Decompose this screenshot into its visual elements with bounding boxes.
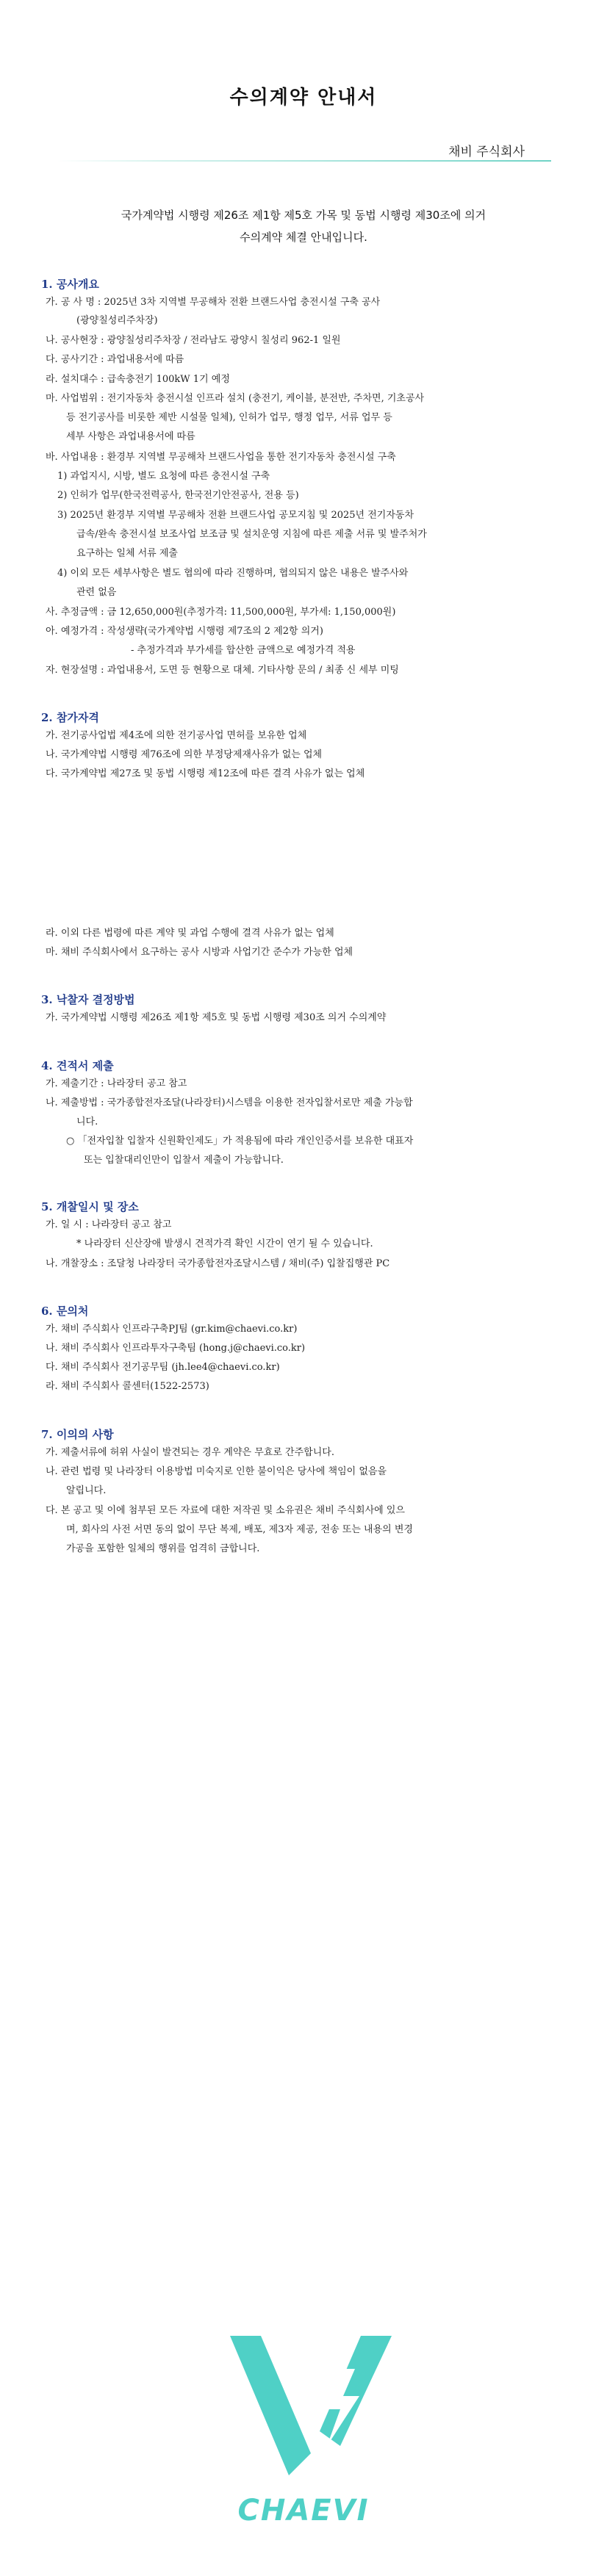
intro-line-2: 수의계약 체결 안내입니다. (240, 231, 367, 244)
s7-row-3: 다. 본 공고 및 이에 첨부된 모든 자료에 대한 저작권 및 소유권은 채비 주식회사에 있으 (46, 1505, 405, 1516)
s2-row-1: 가. 전기공사업법 제4조에 의한 전기공사업 면허를 보유한 업체 (46, 730, 307, 741)
s6-row-4: 라. 채비 주식회사 콜센터(1522-2573) (46, 1381, 209, 1392)
s1-row-4: 라. 설치대수 : 급속충전기 100kW 1기 예정 (46, 374, 230, 385)
title-divider (57, 160, 551, 162)
intro-line-1: 국가계약법 시행령 제26조 제1항 제5호 가목 및 동법 시행령 제30조에 의거 (121, 209, 486, 222)
s2-row-3: 다. 국가계약법 제27조 및 동법 시행령 제12조에 따른 결격 사유가 없는 업체 (46, 768, 365, 779)
intro-text (0, 204, 607, 248)
s4-row-2: 나. 제출방법 : 국가종합전자조달(나라장터)시스템을 이용한 전자입찰서로만 제출 가능합 (46, 1097, 413, 1108)
section-2-title: 2. 참가자격 (41, 711, 99, 724)
s1-row-8b: - 추정가격과 부가세를 합산한 금액으로 예정가격 적용 (131, 645, 356, 656)
s4-row-2b: 니다. (76, 1116, 98, 1128)
s5-row-1b: * 나라장터 신산장애 발생시 견적가격 확인 시간이 연기 될 수 있습니다. (76, 1238, 373, 1249)
s6-row-2: 나. 채비 주식회사 인프라투자구축팀 (hong.j@chaevi.co.kr) (46, 1343, 306, 1354)
s7-row-1: 가. 제출서류에 허위 사실이 발견되는 경우 계약은 무효로 간주합니다. (46, 1447, 334, 1458)
s1-row-6-1: 1) 과업지시, 시방, 별도 요청에 따른 충전시설 구축 (57, 471, 270, 482)
s6-row-3: 다. 채비 주식회사 전기공무팀 (jh.lee4@chaevi.co.kr) (46, 1362, 280, 1373)
s7-row-3c: 가공을 포함한 일체의 행위를 엄격히 금합니다. (66, 1543, 260, 1554)
s1-row-6-3b: 급속/완속 충전시설 보조사업 보조금 및 설치운영 지침에 따른 제출 서류 및 발주처가 (76, 529, 427, 540)
s1-row-3: 다. 공사기간 : 과업내용서에 따름 (46, 354, 184, 365)
s1-row-2: 나. 공사현장 : 광양칠성리주차장 / 전라남도 광양시 칠성리 962-1 일원 (46, 335, 341, 346)
section-3-title: 3. 낙찰자 결정방법 (41, 993, 135, 1006)
s1-row-5: 마. 사업범위 : 전기자동차 충전시설 인프라 설치 (충전기, 케이블, 분전반, 주차면, 기초공사 (46, 393, 425, 404)
s4-row-1: 가. 제출기간 : 나라장터 공고 참고 (46, 1078, 187, 1089)
s3-row-1: 가. 국가계약법 시행령 제26조 제1항 제5호 및 동법 시행령 제30조 의거 수의계약 (46, 1012, 387, 1023)
section-7-title: 7. 이의의 사항 (41, 1428, 114, 1441)
s1-row-5b: 등 전기공사를 비롯한 제반 시설물 일체), 인허가 업무, 행정 업무, 서류 업무 등 (66, 412, 392, 423)
s4-row-3b: 또는 입찰대리인만이 입찰서 제출이 가능합니다. (84, 1155, 284, 1166)
company-name: 채비 주식회사 (448, 145, 525, 159)
s5-row-1: 가. 일 시 : 나라장터 공고 참고 (46, 1219, 172, 1230)
s7-row-3b: 며, 회사의 사전 서면 동의 없이 무단 복제, 배포, 제3자 제공, 전송 또는 내용의 변경 (66, 1524, 413, 1535)
s1-row-9: 자. 현장설명 : 과업내용서, 도면 등 현황으로 대체. 기타사항 문의 / 최종 신 세부 미팅 (46, 665, 399, 676)
s1-row-6: 바. 사업내용 : 환경부 지역별 무공해차 브랜드사업을 통한 전기자동차 충전시설 구축 (46, 452, 396, 463)
s1-row-7: 사. 추정금액 : 금 12,650,000원(추정가격: 11,500,000원, 부가세: 1,150,000원) (46, 607, 396, 618)
s1-row-1: 가. 공 사 명 : 2025년 3차 지역별 무공해차 전환 브랜드사업 충전시설 구축 공사 (46, 297, 381, 308)
s1-row-6-3: 3) 2025년 환경부 지역별 무공해차 전환 브랜드사업 공모지침 및 2025년 전기자동차 (57, 510, 414, 521)
s7-row-2b: 알립니다. (66, 1485, 107, 1496)
s1-row-6-2: 2) 인허가 업무(한국전력공사, 한국전기안전공사, 전용 등) (57, 490, 299, 501)
s7-row-2: 나. 관련 법령 및 나라장터 이용방법 미숙지로 인한 불이익은 당사에 책임이 없음을 (46, 1466, 387, 1477)
section-5-title: 5. 개찰일시 및 장소 (41, 1200, 139, 1213)
chaevi-v-logo-icon (230, 2328, 392, 2483)
document-title: 수의계약 안내서 (229, 87, 378, 109)
section-1-title: 1. 공사개요 (41, 278, 99, 291)
s1-row-6-4b: 관련 없음 (76, 587, 117, 598)
chaevi-wordmark: CHAEVI (237, 2494, 370, 2528)
s1-row-6-3c: 요구하는 일체 서류 제출 (76, 548, 178, 559)
s2-row-2: 나. 국가계약법 시행령 제76조에 의한 부정당제재사유가 없는 업체 (46, 749, 323, 760)
s2-row-4: 라. 이외 다른 법령에 따른 계약 및 과업 수행에 결격 사유가 없는 업체 (46, 928, 334, 939)
s6-row-1: 가. 채비 주식회사 인프라구축PJ팀 (gr.kim@chaevi.co.kr) (46, 1324, 298, 1335)
s1-row-5c: 세부 사항은 과업내용서에 따름 (66, 431, 195, 442)
s1-row-8: 아. 예정가격 : 작성생략(국가계약법 시행령 제7조의 2 제2항 의거) (46, 626, 323, 637)
s4-row-3: ○ 「전자입찰 입찰자 신원확인제도」가 적용됨에 따라 개인인증서를 보유한 대표자 (66, 1136, 414, 1147)
s1-row-1b: (광양칠성리주차장) (76, 315, 158, 326)
section-6-title: 6. 문의처 (41, 1305, 89, 1318)
s1-row-6-4: 4) 이외 모든 세부사항은 별도 협의에 따라 진행하며, 협의되지 않은 내용은 발주사와 (57, 568, 409, 579)
s5-row-2: 나. 개찰장소 : 조달청 나라장터 국가종합전자조달시스템 / 채비(주) 입찰집행관 PC (46, 1258, 390, 1269)
section-4-title: 4. 견적서 제출 (41, 1059, 114, 1072)
s2-row-5: 마. 채비 주식회사에서 요구하는 공사 시방과 사업기간 준수가 가능한 업체 (46, 947, 353, 958)
